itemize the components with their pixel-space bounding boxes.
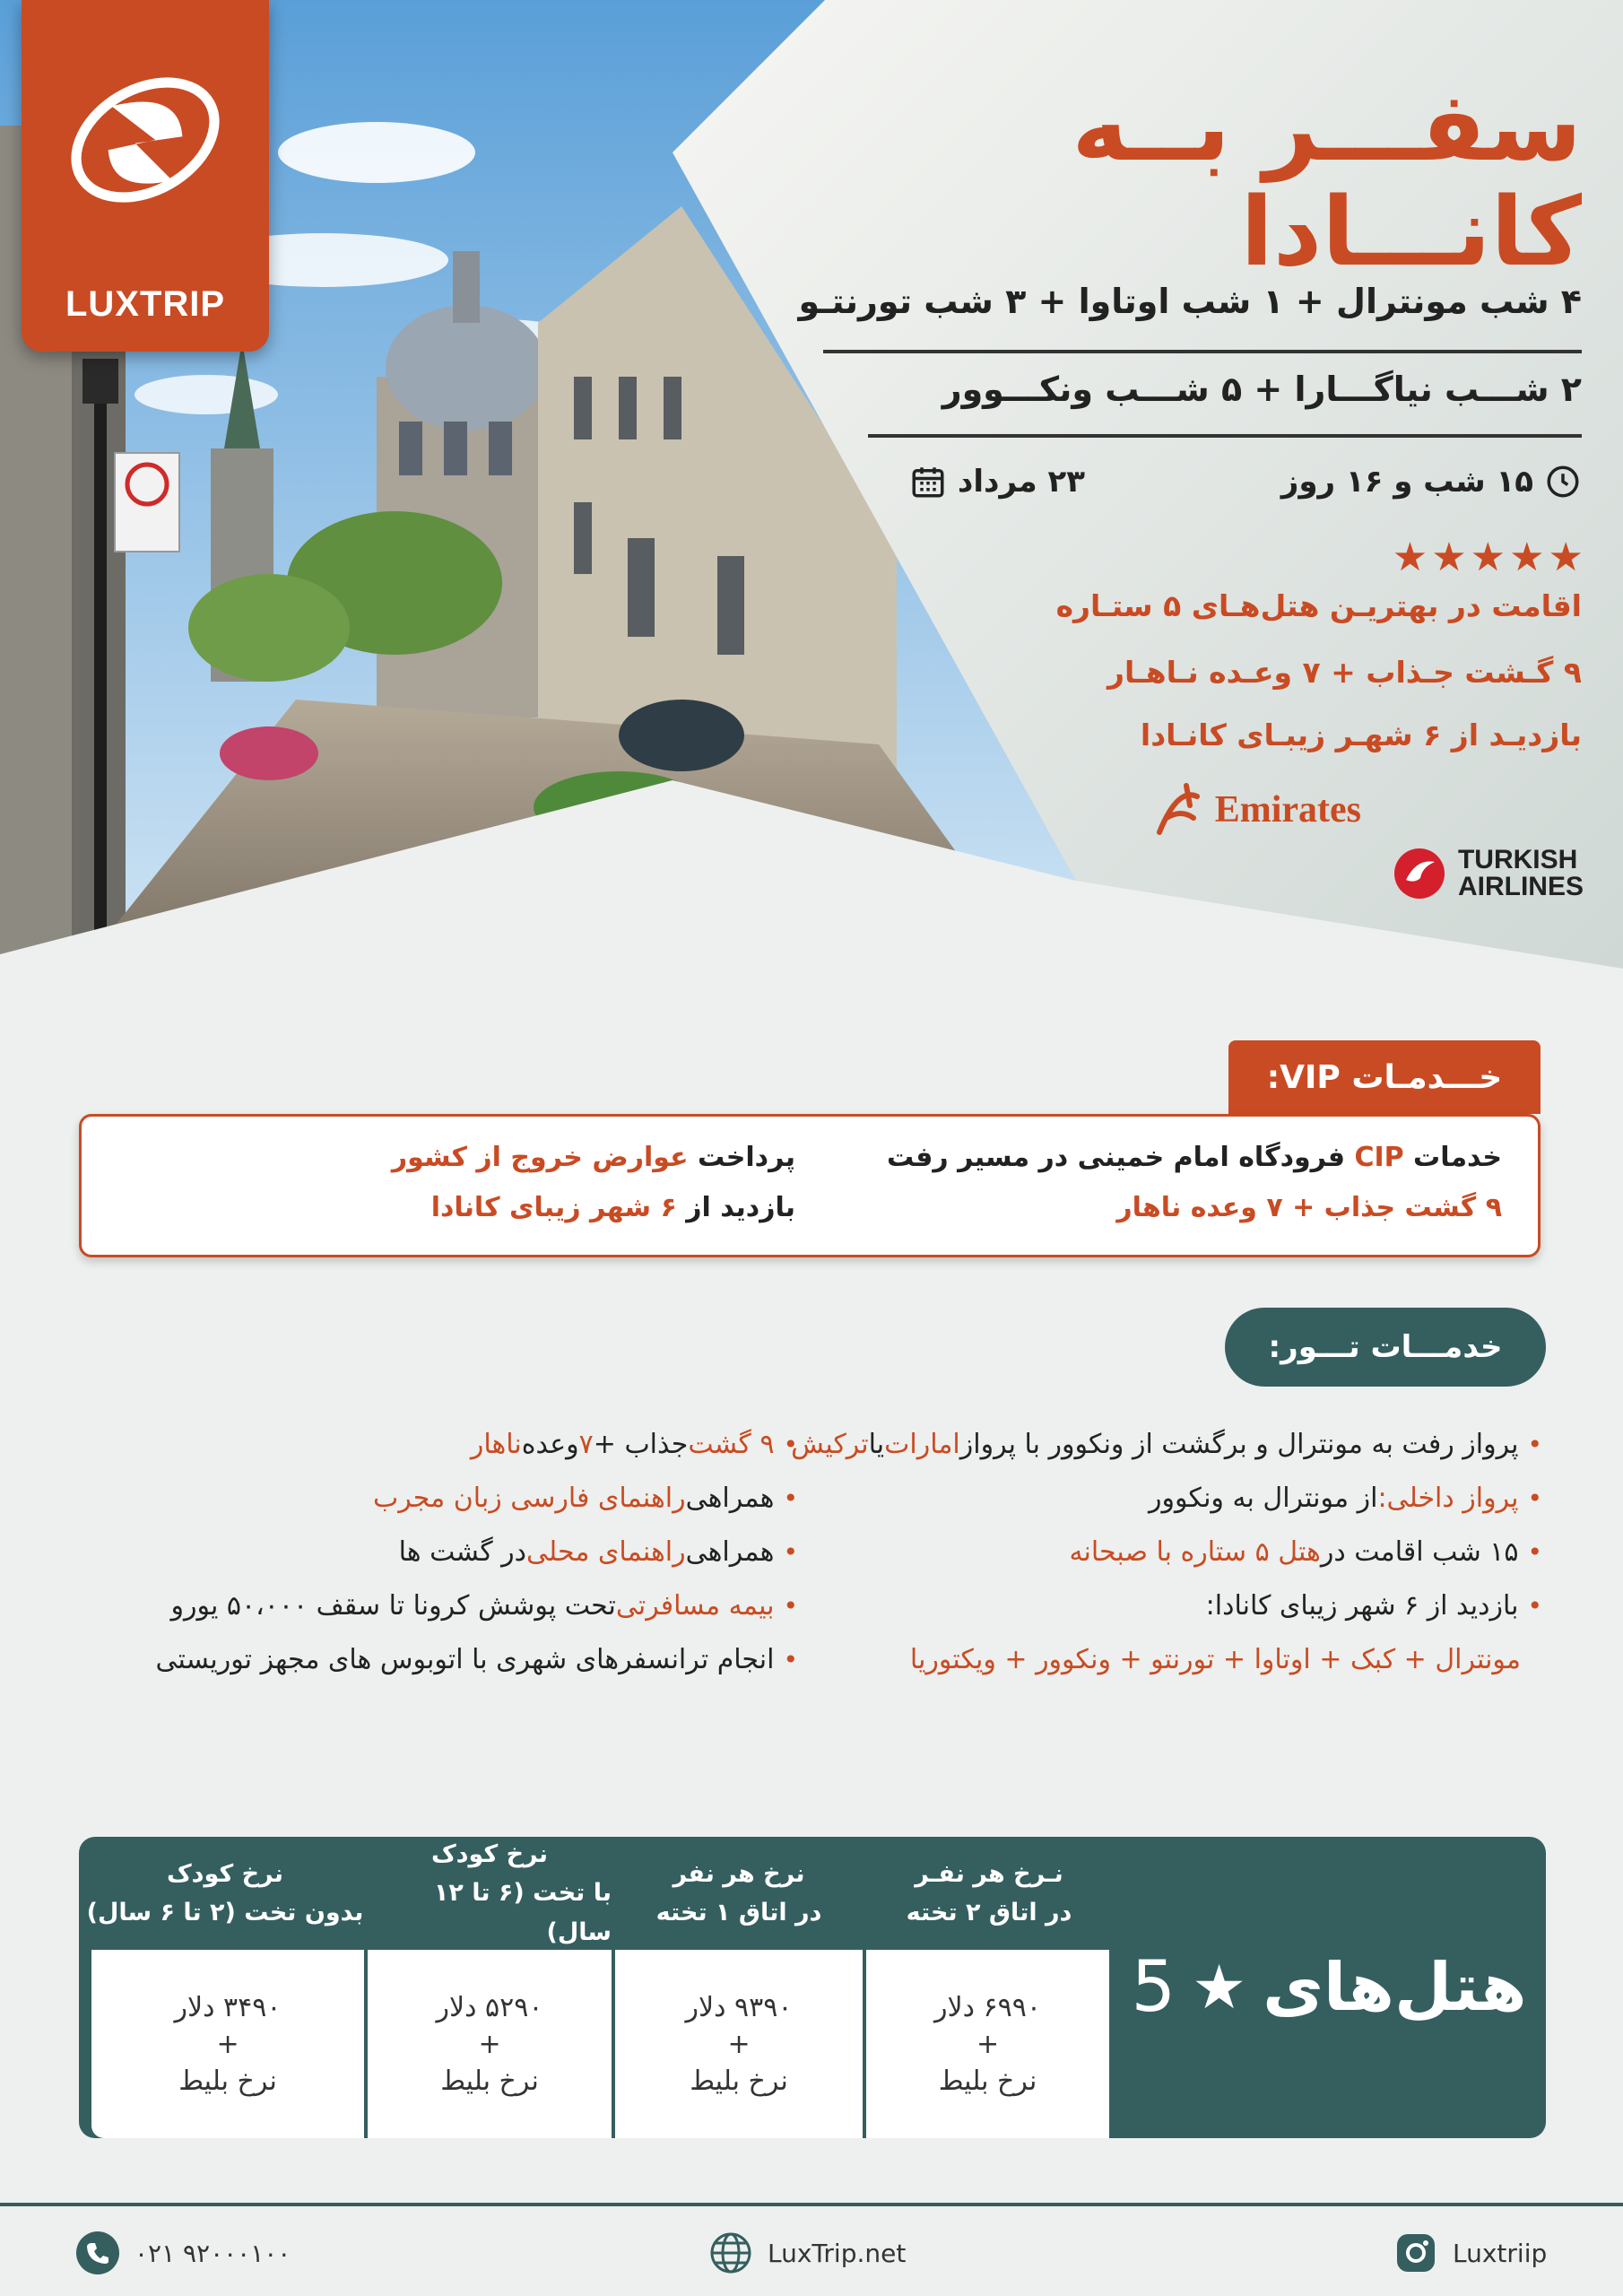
duration-text: ۱۵ شب و ۱۶ روز <box>1280 464 1533 500</box>
price-column-header: نرخ کودک با تخت (۶ تا ۱۲ سال) <box>431 1840 612 1946</box>
feature-cities: بازدیـد از ۶ شهـر زیبـای کانـادا <box>1140 718 1582 752</box>
tour-services-left-list <box>156 1417 798 1686</box>
vip-services-box <box>79 1114 1541 1257</box>
date-text: ۲۳ مرداد <box>957 464 1085 500</box>
star-icon: ★ <box>1392 535 1428 580</box>
calendar-icon <box>909 463 947 500</box>
instagram-handle: Luxtriip <box>1453 2238 1548 2268</box>
vip-city-visits: بازدید از ۶ شهر زیبای کانادا <box>430 1192 795 1223</box>
price-column-child-no-bed <box>86 1837 364 2138</box>
star-icon: ★ <box>1192 1952 1247 2023</box>
emirates-calligraphy-icon <box>1150 778 1206 841</box>
vip-services-title: خـــدمـات VIP: <box>1228 1040 1541 1114</box>
phone-number: ۰۲۱ ۹۲۰۰۰۱۰۰ <box>135 2238 291 2268</box>
list-item: • ۱۵ شب اقامت در هتل ۵ ستاره با صبحانه <box>791 1525 1542 1578</box>
vip-exit-tax: پرداخت عوارض خروج از کشور <box>391 1142 795 1173</box>
globe-icon <box>708 2231 753 2275</box>
phone-icon <box>75 2231 120 2275</box>
price-column-child-with-bed <box>368 1837 612 2138</box>
list-item: • همراهی راهنمای محلی در گشت ها <box>156 1525 798 1578</box>
feature-tours: ۹ گـشت جـذاب + ۷ وعـده نـاهـار <box>1107 655 1582 690</box>
turkish-airlines-bird-icon <box>1393 848 1445 900</box>
trip-date <box>909 459 1085 504</box>
list-item: • پرواز داخلی: از مونترال به ونکوور <box>791 1471 1542 1525</box>
footer-website[interactable] <box>708 2228 906 2278</box>
list-item: • انجام ترانسفرهای شهری با اتوبوس های مجهز توریستی <box>156 1632 798 1686</box>
tour-services-title: خدمـــات تـــور: <box>1225 1308 1546 1387</box>
instagram-icon <box>1393 2231 1438 2275</box>
route-divider-2 <box>868 434 1582 438</box>
vip-cip-service: خدمات CIP فرودگاه امام خمینی در مسیر رفت <box>886 1142 1502 1173</box>
logo-text: LUXTRIP <box>65 284 226 324</box>
price-cell: ۳۴۹۰ دلار + نرخ بلیط <box>91 1950 364 2138</box>
price-column-double <box>866 1837 1112 2138</box>
price-cell: ۶۹۹۰ دلار + نرخ بلیط <box>866 1950 1112 2138</box>
trip-duration <box>1281 459 1582 504</box>
price-cell: ۹۳۹۰ دلار + نرخ بلیط <box>615 1950 863 2138</box>
route-line-2: ۲ شـــب نیاگـــارا + ۵ شـــب ونکـــوور <box>942 370 1582 409</box>
price-column-single <box>615 1837 863 2138</box>
list-item: • بیمه مسافرتی تحت پوشش کرونا تا سقف ۵۰،۰۰۰ یورو <box>156 1578 798 1632</box>
star-icon: ★ <box>1470 535 1506 580</box>
clock-icon <box>1544 463 1582 500</box>
footer-instagram[interactable] <box>1393 2228 1547 2278</box>
list-item-cities: مونترال + کبک + اوتاوا + تورنتو + ونکوور + ویکتوریا <box>909 1643 1521 1675</box>
list-item: • همراهی راهنمای فارسی زبان مجرب <box>156 1471 798 1525</box>
emirates-logo <box>1150 778 1361 841</box>
website-url: LuxTrip.net <box>768 2238 907 2268</box>
price-cell: ۵۲۹۰ دلار + نرخ بلیط <box>368 1950 612 2138</box>
list-item: • بازدید از ۶ شهر زیبای کانادا: <box>791 1578 1542 1632</box>
page-title: سفـــر بــه کانـــادا <box>1072 72 1582 287</box>
hotel-rating-stars <box>1393 535 1584 580</box>
footer-divider <box>0 2203 1623 2206</box>
emirates-name: Emirates <box>1214 789 1361 831</box>
luxtrip-logo <box>22 0 269 352</box>
star-icon: ★ <box>1548 535 1584 580</box>
price-column-header: نـرخ هر نفـر در اتاق ۲ تخته <box>906 1859 1072 1926</box>
luxtrip-mark-icon <box>61 56 230 224</box>
turkish-airlines-logo <box>1393 847 1584 900</box>
hero <box>0 0 1623 969</box>
turkish-airlines-name: TURKISH AIRLINES <box>1457 845 1584 901</box>
price-column-header: نرخ کودک بدون تخت (۲ تا ۶ سال) <box>86 1859 364 1926</box>
footer-phone[interactable] <box>75 2228 291 2278</box>
price-table <box>79 1837 1546 2138</box>
hotel-star-count: 5 <box>1131 1947 1176 2028</box>
tour-services-right-list <box>791 1417 1542 1686</box>
hotel-label: هتل‌های <box>1263 1949 1527 2026</box>
route-divider-1 <box>823 350 1582 353</box>
vip-tours-meals: ۹ گشت جذاب + ۷ وعده ناهار <box>1116 1192 1502 1223</box>
star-icon: ★ <box>1509 535 1545 580</box>
list-item: • پرواز رفت به مونترال و برگشت از ونکوور با پرواز امارات یا ترکیش <box>791 1417 1542 1471</box>
list-item: • ۹ گشت جذاب + ۷ وعده ناهار <box>156 1417 798 1471</box>
hotel-category <box>1112 1837 1546 2138</box>
feature-hotels: اقامت در بهتریـن هتل‌هـای ۵ ستـاره <box>1055 588 1582 623</box>
route-line-1: ۴ شب مونترال + ۱ شب اوتاوا + ۳ شب تورنتـو <box>798 282 1582 321</box>
star-icon: ★ <box>1431 535 1467 580</box>
price-column-header: نرخ هر نفر در اتاق ۱ تخته <box>655 1859 822 1926</box>
